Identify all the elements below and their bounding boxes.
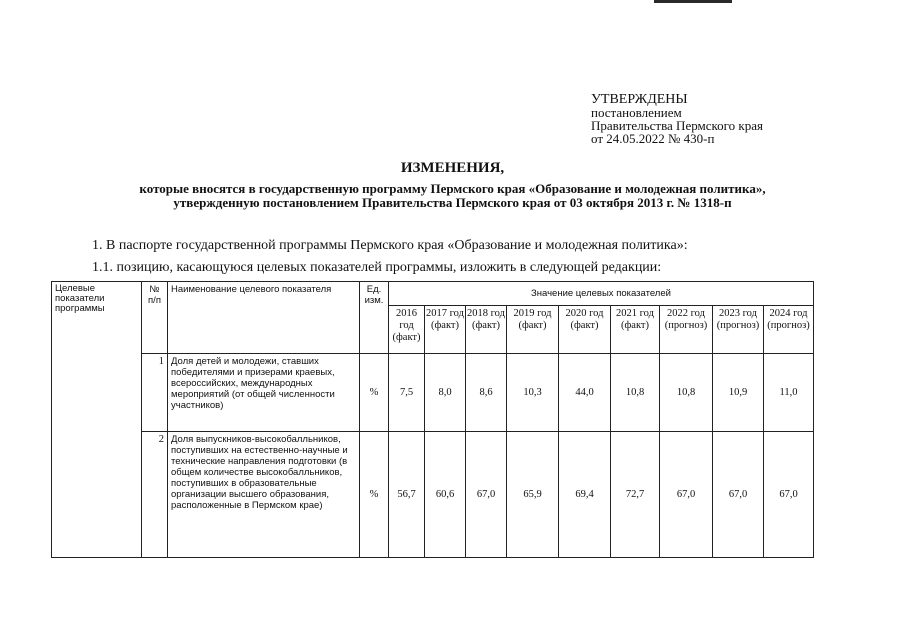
year-2023: 2023 год (прогноз) — [713, 306, 764, 354]
top-edge-mark — [654, 0, 732, 3]
unit: % — [360, 432, 389, 558]
value-cell: 10,8 — [611, 354, 660, 432]
approval-line-4: от 24.05.2022 № 430-п — [591, 131, 715, 146]
value-cell: 65,9 — [507, 432, 559, 558]
value-cell: 11,0 — [764, 354, 814, 432]
value-cell: 67,0 — [466, 432, 507, 558]
unit: % — [360, 354, 389, 432]
indicator-name: Доля детей и молодежи, ставших победителями и призерами краевых, всероссийских, международных мероприятий (от общей численности участников) — [168, 354, 360, 432]
value-cell: 10,3 — [507, 354, 559, 432]
indicator-name: Доля выпускников-высокобалльников, поступивших на естественно-научные и технические направления подготовки (в общем количестве высокобалльников, поступивших в образовательные организации высшего образования, расположенные в Пермском крае) — [168, 432, 360, 558]
year-2020: 2020 год (факт) — [559, 306, 611, 354]
header-name: Наименование целевого показателя — [168, 282, 360, 354]
year-2024: 2024 год (прогноз) — [764, 306, 814, 354]
value-cell: 8,0 — [425, 354, 466, 432]
value-cell: 10,9 — [713, 354, 764, 432]
value-cell: 69,4 — [559, 432, 611, 558]
approval-line-3: Правительства Пермского края — [591, 118, 763, 133]
value-cell: 7,5 — [389, 354, 425, 432]
approval-line-2: постановлением — [591, 105, 682, 120]
row-number: 2 — [142, 432, 168, 558]
value-cell: 44,0 — [559, 354, 611, 432]
paragraph-1: 1. В паспорте государственной программы Пермского края «Образование и молодежная политика»: — [92, 238, 688, 253]
subtitle-line-2: утвержденную постановлением Правительства Пермского края от 03 октября 2013 г. № 1318-п — [173, 195, 732, 210]
value-cell: 10,8 — [660, 354, 713, 432]
indicators-table-wrapper — [51, 281, 814, 558]
year-2019: 2019 год (факт) — [507, 306, 559, 354]
indicators-table — [51, 281, 814, 558]
header-num: № п/п — [142, 282, 168, 354]
value-cell: 60,6 — [425, 432, 466, 558]
subtitle-line-1: которые вносятся в государственную программу Пермского края «Образование и молодежная политика», — [139, 181, 766, 196]
value-cell: 67,0 — [660, 432, 713, 558]
year-2021: 2021 год (факт) — [611, 306, 660, 354]
year-2017: 2017 год (факт) — [425, 306, 466, 354]
header-values: Значение целевых показателей — [389, 282, 814, 306]
value-cell: 56,7 — [389, 432, 425, 558]
approval-line-1: УТВЕРЖДЕНЫ — [591, 92, 688, 107]
value-cell: 72,7 — [611, 432, 660, 558]
year-2016: 2016 год (факт) — [389, 306, 425, 354]
year-2022: 2022 год (прогноз) — [660, 306, 713, 354]
row-number: 1 — [142, 354, 168, 432]
header-unit: Ед. изм. — [360, 282, 389, 354]
paragraph-1-1: 1.1. позицию, касающуюся целевых показателей программы, изложить в следующей редакции: — [92, 260, 662, 275]
value-cell: 67,0 — [713, 432, 764, 558]
table-row — [52, 354, 814, 432]
document-title: ИЗМЕНЕНИЯ, — [400, 160, 505, 176]
value-cell: 67,0 — [764, 432, 814, 558]
document-subtitle — [0, 182, 905, 210]
approval-block — [591, 93, 763, 145]
year-2018: 2018 год (факт) — [466, 306, 507, 354]
table-row — [52, 432, 814, 558]
value-cell: 8,6 — [466, 354, 507, 432]
header-targets: Целевые показатели программы — [52, 282, 142, 558]
